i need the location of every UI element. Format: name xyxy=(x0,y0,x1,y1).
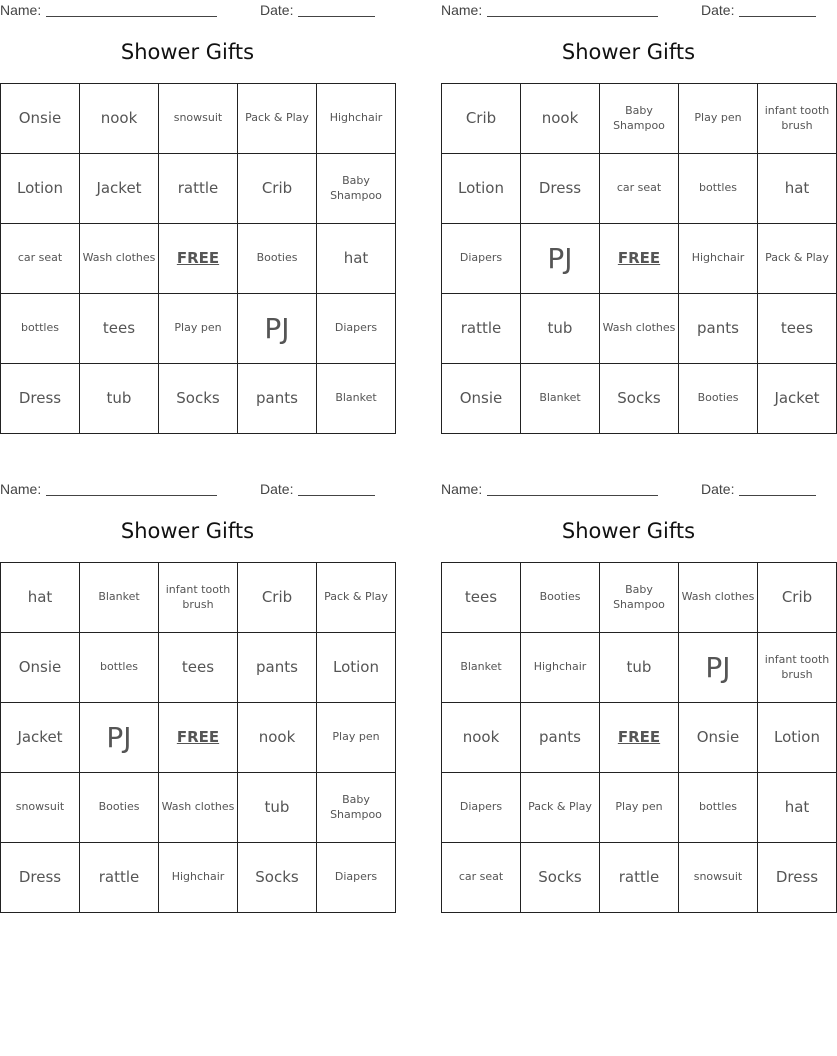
bingo-cell[interactable]: PJ xyxy=(80,703,159,773)
bingo-card-4 xyxy=(441,479,830,887)
bingo-row xyxy=(442,563,837,633)
bingo-cell[interactable]: Wash clothes xyxy=(679,563,758,633)
bingo-cell[interactable]: tub xyxy=(600,633,679,703)
bingo-cell[interactable]: car seat xyxy=(442,843,521,913)
bingo-cell[interactable]: car seat xyxy=(1,224,80,294)
bingo-cell[interactable]: car seat xyxy=(600,154,679,224)
bingo-cell[interactable]: Onsie xyxy=(679,703,758,773)
date-blank-line xyxy=(298,495,375,496)
bingo-cell[interactable]: Lotion xyxy=(317,633,396,703)
date-label: Date: xyxy=(260,2,294,18)
bingo-row xyxy=(442,154,837,224)
bingo-cell[interactable]: Blanket xyxy=(80,563,159,633)
bingo-cell[interactable]: Diapers xyxy=(317,843,396,913)
bingo-cell[interactable]: tees xyxy=(442,563,521,633)
bingo-cell[interactable]: Dress xyxy=(758,843,837,913)
bingo-cell[interactable]: tees xyxy=(758,294,837,364)
bingo-cell[interactable]: Booties xyxy=(521,563,600,633)
bingo-cell[interactable]: pants xyxy=(521,703,600,773)
bingo-row xyxy=(1,843,396,913)
bingo-cell[interactable]: nook xyxy=(238,703,317,773)
bingo-cell[interactable]: Booties xyxy=(80,773,159,843)
bingo-cell[interactable]: nook xyxy=(521,84,600,154)
bingo-cell[interactable]: rattle xyxy=(80,843,159,913)
bingo-cell[interactable]: rattle xyxy=(159,154,238,224)
bingo-cell[interactable]: Diapers xyxy=(317,294,396,364)
bingo-cell[interactable]: Play pen xyxy=(600,773,679,843)
bingo-row xyxy=(442,633,837,703)
bingo-cell[interactable]: Dress xyxy=(1,843,80,913)
card-title: Shower Gifts xyxy=(561,519,696,543)
bingo-cell[interactable]: tees xyxy=(159,633,238,703)
bingo-cell[interactable]: Lotion xyxy=(758,703,837,773)
bingo-cell[interactable]: snowsuit xyxy=(679,843,758,913)
bingo-cell[interactable]: Booties xyxy=(679,364,758,434)
bingo-cell[interactable]: Crib xyxy=(442,84,521,154)
bingo-row xyxy=(1,633,396,703)
bingo-cell[interactable]: Jacket xyxy=(758,364,837,434)
bingo-cell[interactable]: snowsuit xyxy=(159,84,238,154)
bingo-cell[interactable]: Blanket xyxy=(317,364,396,434)
bingo-cell[interactable]: hat xyxy=(758,773,837,843)
name-blank-line xyxy=(46,16,217,17)
bingo-cell[interactable]: tub xyxy=(521,294,600,364)
bingo-grid xyxy=(0,562,396,913)
name-blank-line xyxy=(46,495,217,496)
bingo-cell[interactable]: Highchair xyxy=(159,843,238,913)
bingo-cell[interactable]: infant tooth brush xyxy=(758,84,837,154)
name-label: Name: xyxy=(441,2,483,18)
bingo-cell[interactable]: Diapers xyxy=(442,773,521,843)
name-label: Name: xyxy=(0,2,42,18)
bingo-cell[interactable]: rattle xyxy=(600,843,679,913)
card-title: Shower Gifts xyxy=(120,519,255,543)
name-date-header xyxy=(0,0,375,20)
bingo-cell[interactable]: Wash clothes xyxy=(159,773,238,843)
bingo-row xyxy=(1,224,396,294)
bingo-cell[interactable]: Diapers xyxy=(442,224,521,294)
bingo-row xyxy=(1,84,396,154)
bingo-cell[interactable]: Socks xyxy=(238,843,317,913)
bingo-cell[interactable]: Lotion xyxy=(442,154,521,224)
bingo-cell[interactable]: tees xyxy=(80,294,159,364)
bingo-cell[interactable]: Play pen xyxy=(679,84,758,154)
bingo-cell[interactable]: Crib xyxy=(238,563,317,633)
name-blank-line xyxy=(487,16,658,17)
bingo-cell[interactable]: Baby Shampoo xyxy=(317,154,396,224)
bingo-card-1 xyxy=(0,0,383,408)
bingo-grid xyxy=(441,562,837,913)
bingo-cell[interactable]: hat xyxy=(1,563,80,633)
bingo-cell[interactable]: Jacket xyxy=(80,154,159,224)
bingo-row xyxy=(1,154,396,224)
bingo-cell[interactable]: Onsie xyxy=(1,84,80,154)
card-title: Shower Gifts xyxy=(120,40,255,64)
bingo-cell[interactable]: Socks xyxy=(521,843,600,913)
bingo-cell[interactable]: infant tooth brush xyxy=(159,563,238,633)
bingo-cell[interactable]: Blanket xyxy=(442,633,521,703)
bingo-cell[interactable]: nook xyxy=(80,84,159,154)
bingo-row xyxy=(442,294,837,364)
bingo-cell[interactable]: Wash clothes xyxy=(80,224,159,294)
date-blank-line xyxy=(298,16,375,17)
free-space-cell[interactable]: FREE xyxy=(159,703,238,773)
bingo-row xyxy=(442,773,837,843)
bingo-card-3 xyxy=(0,479,388,887)
name-date-header xyxy=(441,0,816,20)
bingo-row xyxy=(1,364,396,434)
bingo-cell[interactable]: Onsie xyxy=(1,633,80,703)
bingo-row xyxy=(1,703,396,773)
bingo-cell[interactable]: hat xyxy=(758,154,837,224)
bingo-cell[interactable]: Play pen xyxy=(317,703,396,773)
bingo-cell[interactable]: PJ xyxy=(238,294,317,364)
free-space-cell[interactable]: FREE xyxy=(600,224,679,294)
bingo-card-2 xyxy=(441,0,830,408)
bingo-cell[interactable]: Dress xyxy=(521,154,600,224)
date-label: Date: xyxy=(701,481,735,497)
name-blank-line xyxy=(487,495,658,496)
bingo-cell[interactable]: Booties xyxy=(238,224,317,294)
bingo-cell[interactable]: Highchair xyxy=(317,84,396,154)
bingo-cell[interactable]: bottles xyxy=(679,154,758,224)
bingo-cell[interactable]: bottles xyxy=(80,633,159,703)
bingo-cell[interactable]: rattle xyxy=(442,294,521,364)
bingo-cell[interactable]: bottles xyxy=(1,294,80,364)
bingo-cell[interactable]: PJ xyxy=(521,224,600,294)
bingo-row xyxy=(442,703,837,773)
bingo-cell[interactable]: Dress xyxy=(1,364,80,434)
bingo-cell[interactable]: Pack & Play xyxy=(238,84,317,154)
bingo-cell[interactable]: Lotion xyxy=(1,154,80,224)
date-blank-line xyxy=(739,16,816,17)
bingo-cell[interactable]: Play pen xyxy=(159,294,238,364)
name-label: Name: xyxy=(441,481,483,497)
bingo-cell[interactable]: Jacket xyxy=(1,703,80,773)
bingo-cell[interactable]: pants xyxy=(679,294,758,364)
name-label: Name: xyxy=(0,481,42,497)
bingo-cell[interactable]: Onsie xyxy=(442,364,521,434)
bingo-grid xyxy=(0,83,396,434)
bingo-cell[interactable]: Highchair xyxy=(679,224,758,294)
bingo-row xyxy=(442,224,837,294)
bingo-cell[interactable]: snowsuit xyxy=(1,773,80,843)
bingo-cell[interactable]: Pack & Play xyxy=(317,563,396,633)
bingo-cell[interactable]: Pack & Play xyxy=(521,773,600,843)
bingo-row xyxy=(1,563,396,633)
free-space-cell[interactable]: FREE xyxy=(600,703,679,773)
bingo-cell[interactable]: Socks xyxy=(600,364,679,434)
bingo-cell[interactable]: Baby Shampoo xyxy=(317,773,396,843)
bingo-cell[interactable]: PJ xyxy=(679,633,758,703)
bingo-cell[interactable]: Wash clothes xyxy=(600,294,679,364)
bingo-cell[interactable]: tub xyxy=(238,773,317,843)
bingo-cell[interactable]: pants xyxy=(238,364,317,434)
date-blank-line xyxy=(739,495,816,496)
bingo-cell[interactable]: Blanket xyxy=(521,364,600,434)
date-label: Date: xyxy=(260,481,294,497)
bingo-row xyxy=(442,84,837,154)
bingo-cell[interactable]: hat xyxy=(317,224,396,294)
date-label: Date: xyxy=(701,2,735,18)
name-date-header xyxy=(441,479,816,499)
name-date-header xyxy=(0,479,375,499)
bingo-row xyxy=(1,294,396,364)
bingo-cell[interactable]: infant tooth brush xyxy=(758,633,837,703)
bingo-cell[interactable]: Socks xyxy=(159,364,238,434)
bingo-cell[interactable]: nook xyxy=(442,703,521,773)
card-title: Shower Gifts xyxy=(561,40,696,64)
bingo-cell[interactable]: Crib xyxy=(238,154,317,224)
bingo-cell[interactable]: Highchair xyxy=(521,633,600,703)
bingo-cell[interactable]: Baby Shampoo xyxy=(600,84,679,154)
bingo-cell[interactable]: tub xyxy=(80,364,159,434)
bingo-cell[interactable]: pants xyxy=(238,633,317,703)
bingo-grid xyxy=(441,83,837,434)
bingo-cell[interactable]: Baby Shampoo xyxy=(600,563,679,633)
bingo-cell[interactable]: bottles xyxy=(679,773,758,843)
bingo-cell[interactable]: Crib xyxy=(758,563,837,633)
bingo-cell[interactable]: Pack & Play xyxy=(758,224,837,294)
bingo-row xyxy=(442,364,837,434)
free-space-cell[interactable]: FREE xyxy=(159,224,238,294)
bingo-row xyxy=(442,843,837,913)
bingo-row xyxy=(1,773,396,843)
